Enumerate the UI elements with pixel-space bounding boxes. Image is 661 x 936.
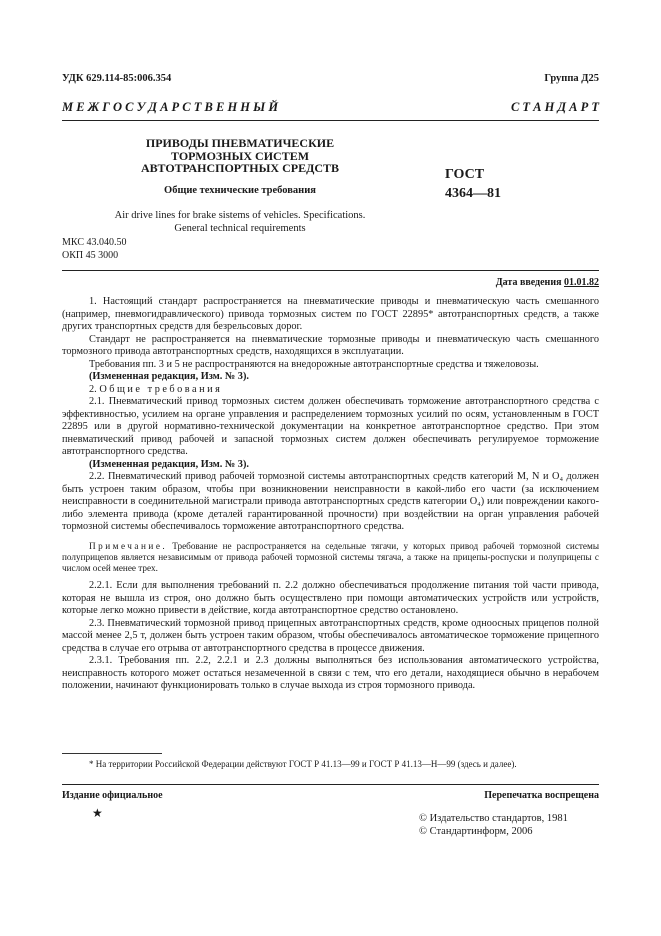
paragraph-3: Требования пп. 3 и 5 не распространяются на внедорожные автотранспортные средства и тяжеловозы. — [89, 358, 539, 370]
section-2-title: Общие требования — [99, 383, 223, 395]
paragraph-2-2: 2.2. Пневматический привод рабочей тормозной системы автотранспортных средств категорий M, N и O₄ должен быть устроен таким образом, чтобы при возникновении неисправности в какой-либо его части (за исключением неисправности в соединительной магистрали привода автотранспортных средств категории O₄) или повреждении какого-либо элемента привода (кроме деталей гарантированной прочности) при воздействии на орган управления рабочей тормозной системы обеспечивалось торможение автотранспортного средства. — [62, 471, 599, 532]
english-line-2: General technical requirements — [174, 222, 306, 234]
header-rule — [62, 270, 599, 271]
gost-value: 4364—81 — [445, 186, 501, 201]
introduction-date — [496, 277, 599, 288]
banner-left: М Е Ж Г О С У Д А Р С Т В Е Н Н Ы Й — [62, 100, 279, 114]
classification-codes — [62, 237, 126, 262]
document-body — [62, 296, 599, 693]
group-code: Группа Д25 — [544, 73, 599, 84]
paragraph-1: 1. Настоящий стандарт распространяется на пневматические приводы и пневматическую часть смешанного (например, пневмогидравлического) привода тормозных систем по ГОСТ 22895* автотранспортных средств, а также других транспортных средств для безрельсовых дорог. — [62, 296, 599, 332]
paragraph-2: Стандарт не распространяется на пневматические тормозные приводы и пневматическую часть смешанного тормозного привода автотранспортных средств, находящихся в эксплуатации. — [62, 333, 599, 357]
note-label: Примечание. — [89, 540, 168, 551]
paragraph-2-1: 2.1. Пневматический привод тормозных систем должен обеспечивать торможение автотранспортного средства с эффективностью, усилием на органе управления и распределением тормозных усилий по осям, установленным в ГОСТ 22895 или в другой нормативно-технической документации на конкретное автотранспортное средство. При этом пневматический привод рабочей и запасной тормозных систем должен обеспечивать регулируемое торможение автотранспортного средства. — [62, 396, 599, 457]
paragraph-2-3: 2.3. Пневматический тормозной привод прицепных автотранспортных средств, кроме одноосных прицепов полной массой менее 2,5 т, должен быть устроен таким образом, чтобы обеспечивалось автоматическое торможение прицепного средства в случае его отрыва от автотранспортного средства в процессе движения. — [62, 617, 599, 654]
reprint-prohibited: Перепечатка воспрещена — [484, 790, 599, 801]
banner-rule — [62, 120, 599, 121]
english-title — [95, 210, 385, 235]
note-text: Требование не распространяется на седельные тягачи, у которых привод рабочей тормозной системы полуприцепов является независимым от привода рабочей тормозной системы тягача, а также на прицепы-роспуски и полуприцепы с числом осей менее трех. — [62, 540, 599, 574]
english-line-1: Air drive lines for brake sistems of vehicles. Specifications. — [114, 210, 366, 221]
gost-number — [445, 165, 501, 203]
date-value: 01.01.82 — [564, 277, 599, 288]
title-line-3: АВТОТРАНСПОРТНЫХ СРЕДСТВ — [140, 161, 340, 175]
udk-code: УДК 629.114-85:006.354 — [62, 73, 172, 84]
copyright-1981: © Издательство стандартов, 1981 — [419, 813, 568, 824]
paragraph-2-2-1: 2.2.1. Если для выполнения требований п. 2.2 должно обеспечиваться продолжение питания той части привода, которая не вышла из строя, оно должно быть осуществлено при помощи автоматических устройств или устройств, которые легко можно привести в действие, когда автотранспортное средство остановлено. — [62, 580, 599, 617]
document-subtitle: Общие технические требования — [164, 185, 316, 196]
revision-note-2: (Измененная редакция, Изм. № 3). — [89, 458, 249, 470]
title-line-1: ПРИВОДЫ ПНЕВМАТИЧЕСКИЕ — [145, 136, 335, 150]
paragraph-2-3-1: 2.3.1. Требования пп. 2.2, 2.2.1 и 2.3 должны выполняться без использования автоматического устройства, неисправность которого может остаться незамеченной в связи с тем, что его детали, находящиеся обычно в нерабочем положении, начинают функционировать только в случае выхода из строя тормозного привода. — [62, 655, 599, 692]
section-2-number: 2. — [89, 383, 97, 395]
gost-label: ГОСТ — [445, 167, 485, 182]
mks-code: МКС 43.040.50 — [62, 237, 127, 248]
okp-code: ОКП 45 3000 — [62, 249, 119, 261]
copyright — [419, 812, 599, 838]
note — [62, 541, 599, 575]
document-title — [130, 137, 350, 175]
official-edition: Издание официальное — [62, 790, 163, 801]
date-label: Дата введения — [495, 277, 562, 288]
footnote-rule — [62, 753, 162, 754]
section-2-heading — [62, 384, 599, 397]
standard-banner — [62, 100, 599, 115]
footer-rule — [62, 784, 599, 785]
copyright-2006: © Стандартинформ, 2006 — [419, 826, 533, 837]
title-line-2: ТОРМОЗНЫХ СИСТЕМ — [170, 148, 310, 163]
star-icon: ★ — [92, 806, 103, 820]
revision-note-1: (Измененная редакция, Изм. № 3). — [89, 371, 249, 382]
banner-right: С Т А Н Д А Р Т — [510, 100, 599, 114]
footnote: * На территории Российской Федерации действуют ГОСТ Р 41.13—99 и ГОСТ Р 41.13—Н—99 (здесь и далее). — [89, 759, 517, 769]
